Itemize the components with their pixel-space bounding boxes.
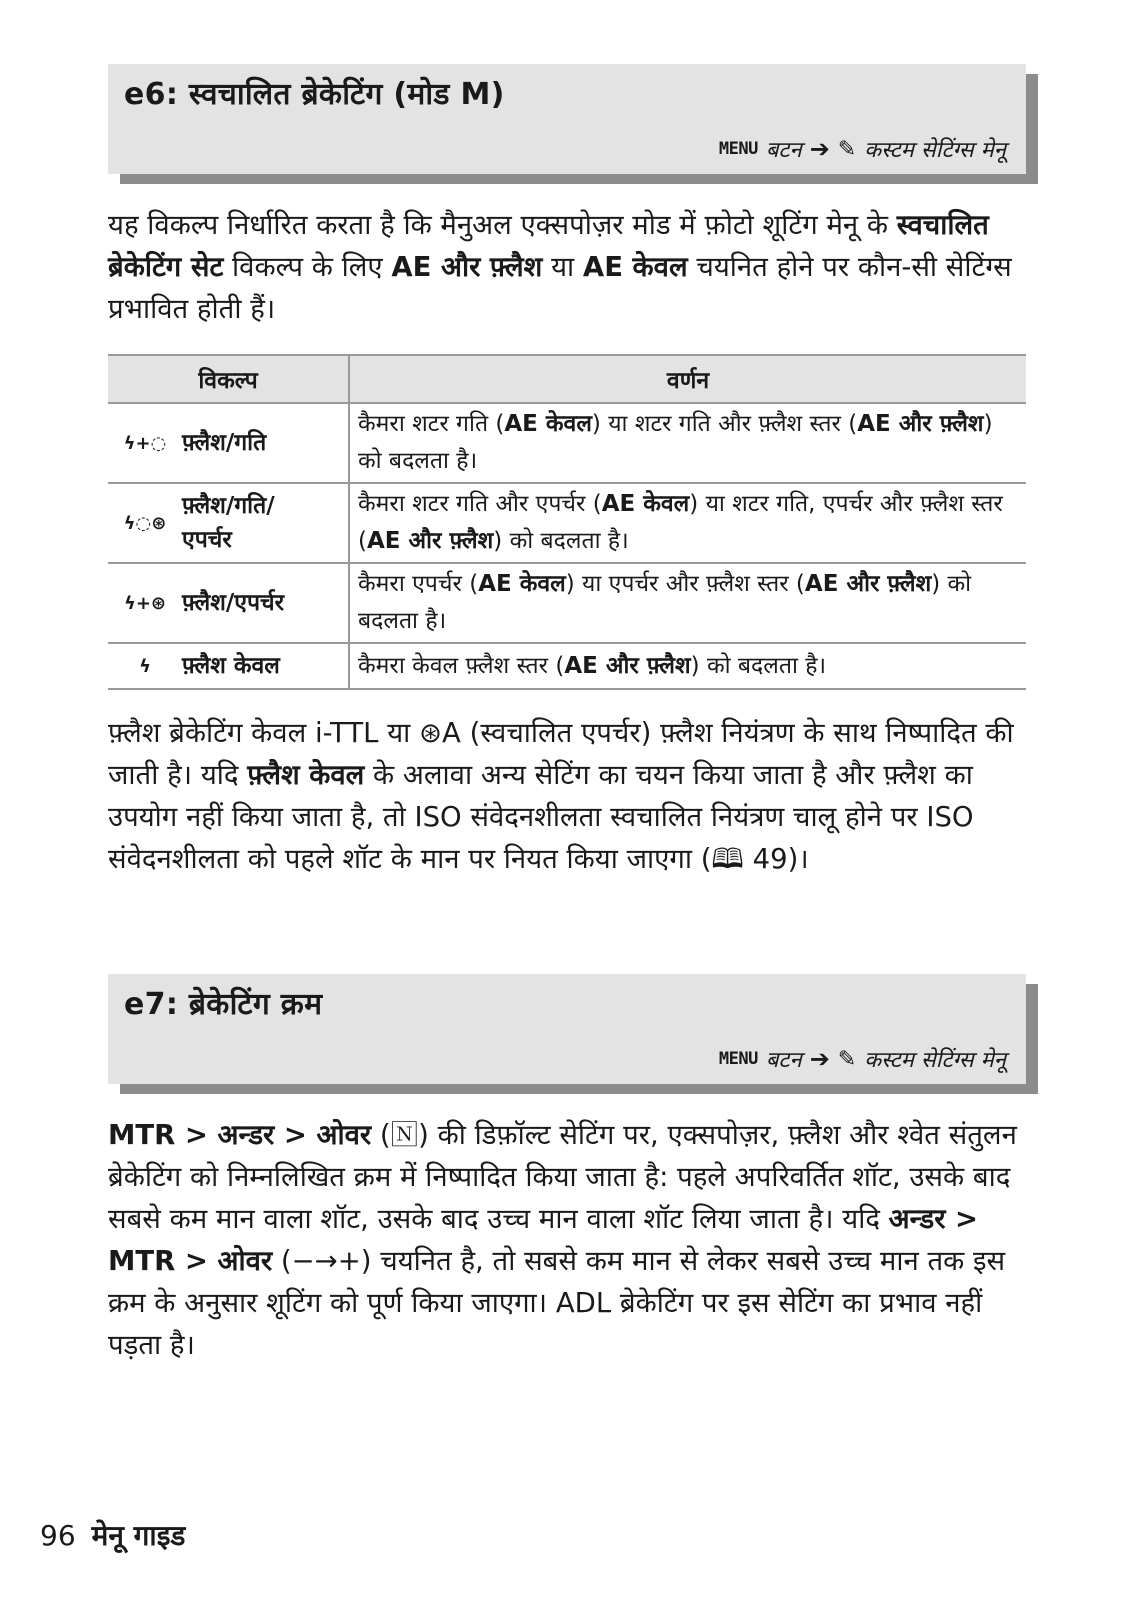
page-number: 96	[40, 1519, 76, 1552]
emphasized-text: AE और फ़्लैश	[804, 571, 932, 597]
emphasized-text: AE और फ़्लैश	[857, 411, 984, 437]
text-run: ) या शटर गति और फ़्लैश स्तर (	[591, 411, 858, 437]
menu-button-glyph: MENU	[718, 139, 758, 159]
text-run: (🄽) की डिफ़ॉल्ट सेटिंग पर, एक्सपोज़र, फ़्लैश और श्वेत संतुलन ब्रेकेटिंग को निम्नलिखित क्रम में निष्पादित किया जाता है: पहले अपरिवर्तित शॉट, उसके बाद सबसे कम मान वाला शॉट, उसके बाद उच्च मान वाला शॉट लिया जाता है। यदि	[108, 1119, 1017, 1235]
page-footer	[40, 1516, 185, 1554]
text-run: ) या शटर गति, एपर्चर और फ़्लैश स्तर (	[358, 491, 1003, 554]
path-menu-label: कस्टम सेटिंग्स मेनू	[864, 1048, 1006, 1073]
table-row	[108, 563, 1026, 643]
arrow-right-icon: ➔	[809, 135, 830, 163]
arrow-right-icon: ➔	[809, 1045, 830, 1073]
path-menu-label: कस्टम सेटिंग्स मेनू	[864, 138, 1006, 163]
e6-note-paragraph	[108, 712, 1026, 880]
option-label: फ़्लैश/गति	[182, 430, 267, 456]
section-header-e7	[108, 974, 1026, 1084]
text-run: या	[542, 251, 583, 283]
column-header-option: विकल्प	[108, 355, 349, 403]
table-row	[108, 643, 1026, 689]
text-run: यह विकल्प निर्धारित करता है कि मैनुअल एक्सपोज़र मोड में फ़ोटो शूटिंग मेनू के	[108, 209, 897, 241]
section-header-e6	[108, 64, 1026, 174]
pencil-icon: ✎	[837, 136, 857, 162]
menu-path	[719, 1044, 1006, 1074]
text-run: ) या एपर्चर और फ़्लैश स्तर (	[565, 571, 805, 597]
text-run: ) को बदलता है।	[358, 571, 972, 634]
table-row	[108, 483, 1026, 563]
options-table	[108, 354, 1026, 690]
text-run: चयनित होने पर कौन-सी सेटिंग्स प्रभावित होती हैं।	[108, 251, 1012, 325]
emphasized-text: AE केवल	[582, 251, 688, 283]
text-run: (−→+) चयनित है, तो सबसे कम मान से लेकर सबसे उच्च मान तक इस क्रम के अनुसार शूटिंग को पूर्ण किया जाएगा। ADL ब्रेकेटिंग पर इस सेटिंग का प्रभाव नहीं पड़ता है।	[108, 1245, 1006, 1361]
option-description	[349, 403, 1026, 483]
text-run: कैमरा एपर्चर (	[358, 571, 479, 597]
column-header-description: वर्णन	[349, 355, 1026, 403]
option-label: फ़्लैश/गति/ एपर्चर	[182, 493, 275, 553]
text-run: कैमरा शटर गति (	[358, 411, 505, 437]
table-row	[108, 403, 1026, 483]
text-run: विकल्प के लिए	[223, 251, 392, 283]
text-run: के अलावा अन्य सेटिंग का चयन किया जाता है और फ़्लैश का उपयोग नहीं किया जाता है, तो ISO संवेदनशीलता स्वचालित नियंत्रण चालू होने पर ISO संवेदनशीलता को पहले शॉट के मान पर नियत किया जाएगा (🕮 49)।	[108, 759, 974, 875]
option-label: फ़्लैश केवल	[182, 653, 280, 679]
option-description	[349, 483, 1026, 563]
text-run: फ़्लैश ब्रेकेटिंग केवल i-TTL या ⊛A (स्वचालित एपर्चर) फ़्लैश नियंत्रण के साथ निष्पादित की जाती है। यदि	[108, 717, 1014, 791]
pencil-icon: ✎	[837, 1046, 857, 1072]
emphasized-text: स्वचालित ब्रेकेटिंग सेट	[108, 209, 989, 283]
text-run: ) को बदलता है।	[690, 652, 827, 679]
option-label: फ़्लैश/एपर्चर	[182, 590, 285, 616]
e7-body-paragraph	[108, 1114, 1026, 1366]
emphasized-text: AE केवल	[504, 411, 592, 437]
path-button-label: बटन	[765, 1048, 802, 1073]
section-title: e6: स्वचालित ब्रेकेटिंग (मोड M)	[124, 77, 505, 112]
option-description	[349, 563, 1026, 643]
footer-title: मेनू गाइड	[91, 1519, 186, 1552]
menu-button-glyph: MENU	[718, 1049, 758, 1069]
e6-intro-paragraph	[108, 204, 1026, 330]
table-header-row	[108, 355, 1026, 403]
text-run: कैमरा केवल फ़्लैश स्तर (	[358, 652, 565, 679]
text-run: कैमरा शटर गति और एपर्चर (	[358, 491, 602, 517]
emphasized-text: AE केवल	[601, 491, 690, 517]
path-button-label: बटन	[765, 138, 802, 163]
emphasized-text: AE और फ़्लैश	[564, 652, 691, 679]
flash-aperture-icon: ϟ+⊛	[123, 592, 167, 614]
emphasized-text: AE और फ़्लैश	[391, 251, 543, 283]
section-title: e7: ब्रेकेटिंग क्रम	[124, 987, 323, 1022]
text-run: ) को बदलता है।	[358, 411, 993, 474]
emphasized-text: अन्डर > MTR > ओवर	[108, 1203, 979, 1277]
emphasized-text: AE केवल	[478, 571, 566, 597]
menu-path	[719, 134, 1006, 164]
flash-speed-icon: ϟ+◌	[123, 432, 167, 454]
flash-icon: ϟ	[139, 655, 151, 677]
emphasized-text: AE और फ़्लैश	[366, 528, 494, 554]
text-run: ) को बदलता है।	[493, 528, 629, 554]
emphasized-text: फ़्लैश केवल	[247, 759, 365, 791]
flash-speed-aperture-icon: ϟ◌⊛	[123, 512, 167, 534]
option-description	[349, 643, 1026, 689]
emphasized-text: MTR > अन्डर > ओवर	[108, 1119, 372, 1151]
